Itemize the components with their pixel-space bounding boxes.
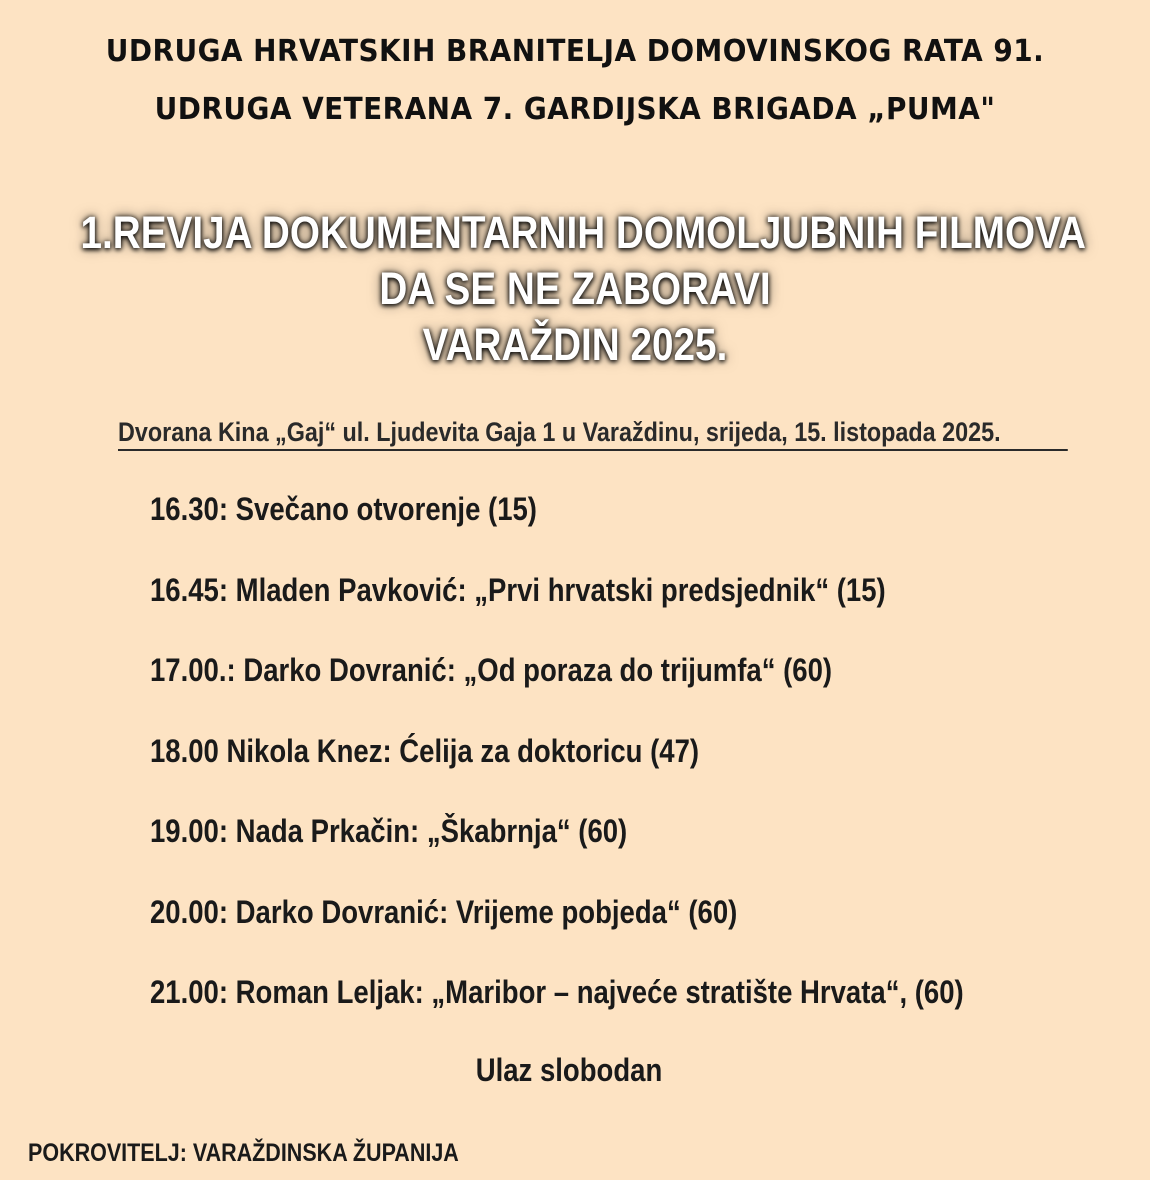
entry-note: Ulaz slobodan	[475, 1052, 663, 1088]
event-title-line-2: DA SE NE ZABORAVI	[379, 263, 771, 314]
schedule-item: 19.00: Nada Prkačin: „Škabrnja“ (60)	[150, 813, 628, 849]
schedule-item: 18.00 Nikola Knez: Ćelija za doktoricu (47)	[150, 732, 700, 769]
patron-note: POKROVITELJ: VARAŽDINSKA ŽUPANIJA	[28, 1139, 459, 1167]
organizer-line-2: UDRUGA VETERANA 7. GARDIJSKA BRIGADA „PUMA"	[154, 92, 996, 127]
schedule-item: 16.45: Mladen Pavković: „Prvi hrvatski predsjednik“ (15)	[150, 571, 886, 608]
event-title-line-1: 1.REVIJA DOKUMENTARNIH DOMOLJUBNIH FILMOVA	[80, 207, 1087, 258]
schedule-list	[150, 488, 1110, 1052]
organizer-line-1: UDRUGA HRVATSKIH BRANITELJA DOMOVINSKOG RATA 91.	[105, 34, 1045, 69]
schedule-item: 16.30: Svečano otvorenje (15)	[150, 491, 537, 527]
venue-info: Dvorana Kina „Gaj“ ul. Ljudevita Gaja 1 u Varaždinu, srijeda, 15. listopada 2025.	[118, 417, 1068, 451]
schedule-item: 21.00: Roman Leljak: „Maribor – najveće stratište Hrvata“, (60)	[150, 974, 964, 1010]
schedule-item: 20.00: Darko Dovranić: Vrijeme pobjeda“ (60)	[150, 893, 738, 930]
schedule-item: 17.00.: Darko Dovranić: „Od poraza do trijumfa“ (60)	[150, 652, 833, 688]
event-title-line-3: VARAŽDIN 2025.	[422, 319, 728, 370]
